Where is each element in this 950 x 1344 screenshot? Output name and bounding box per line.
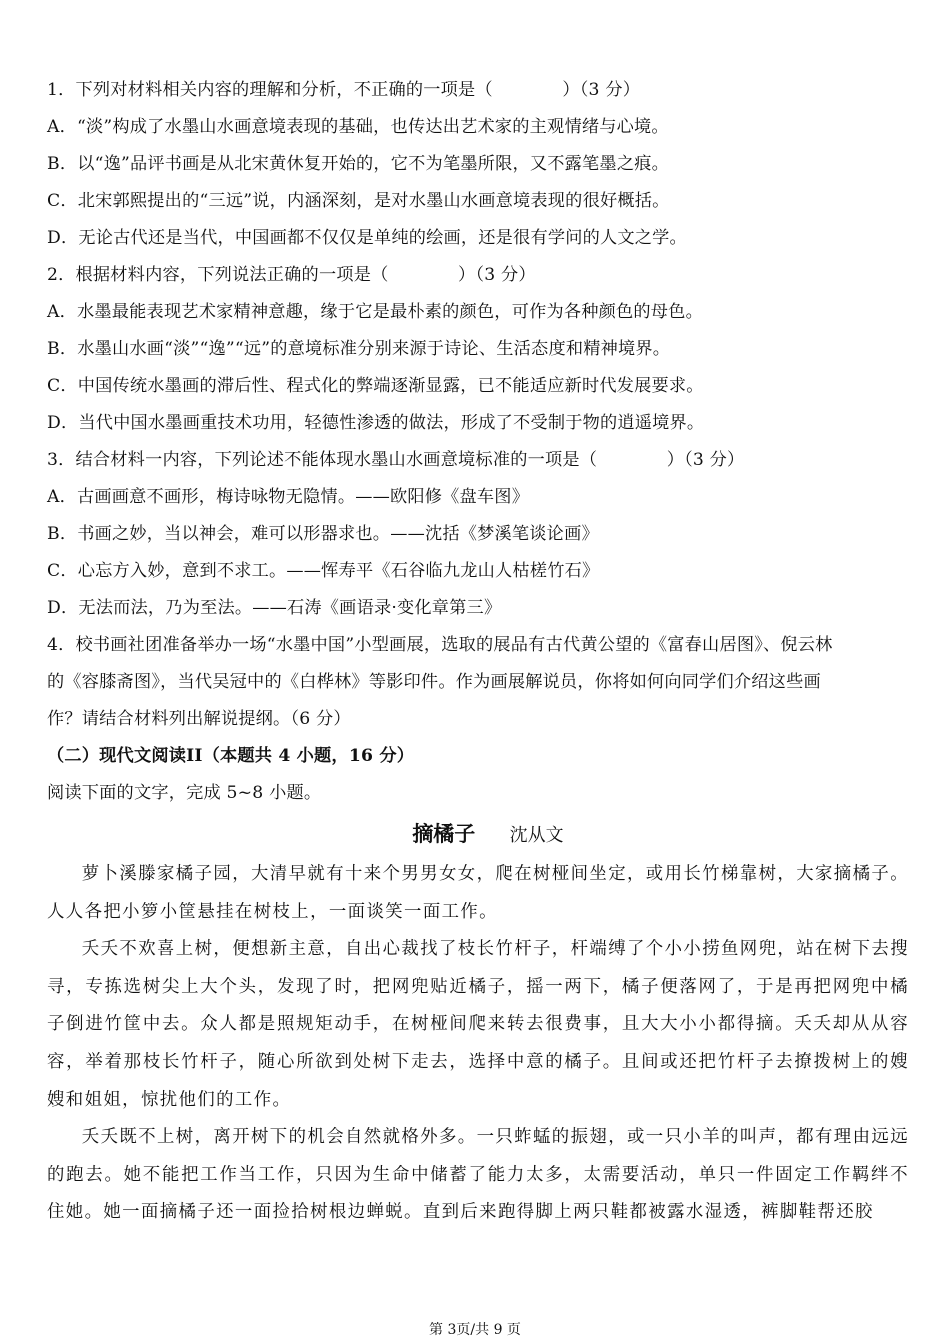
question-1-option-d: D．无论古代还是当代，中国画都不仅仅是单纯的绘画，还是很有学问的人文之学。 [47,228,687,248]
question-1-option-c: C．北宋郭熙提出的“三远”说，内涵深刻，是对水墨山水画意境表现的很好概括。 [47,191,670,211]
section-instruction: 阅读下面的文字，完成 5~8 小题。 [47,783,322,803]
question-3-option-d: D．无法而法，乃为至法。——石涛《画语录·变化章第三》 [47,598,502,618]
question-3-stem: 3．结合材料一内容，下列论述不能体现水墨山水画意境标准的一项是（ ）（3 分） [47,450,745,470]
article-paragraph-2: 夭夭不欢喜上树，便想新主意，自出心裁找了枝长竹杆子，杆端缚了个小小捞鱼网兜，站在树下去搜寻，专拣选树尖上大个头，发现了时，把网兜贴近橘子，摇一两下，橘子便落网了，于是再把网兜中橘子倒进竹筐中去。众人都是照规矩动手，在树桠间爬来转去很费事，且大大小小都得摘。夭夭却从从容容，举着那枝长竹杆子，随心所欲到处树下走去，选择中意的橘子。且间或还把竹杆子去撩拨树上的嫂嫂和姐姐，惊扰他们的工作。 [47,939,909,1110]
question-4-line-2: 的《容膝斋图》，当代吴冠中的《白桦林》等影印件。作为画展解说员，你将如何向同学们介绍这些画 [47,672,821,692]
question-3-option-a: A．古画画意不画形，梅诗咏物无隐情。——欧阳修《盘车图》 [47,487,530,507]
question-1-option-b: B．以“逸”品评书画是从北宋黄休复开始的，它不为笔墨所限，又不露笔墨之痕。 [47,154,669,174]
article-paragraph-3: 夭夭既不上树，离开树下的机会自然就格外多。一只蚱蜢的振翅，或一只小羊的叫声，都有理由远远的跑去。她不能把工作当工作，只因为生命中储蓄了能力太多，太需要活动，单只一件固定工作羁绊不住她。她一面摘橘子还一面捡拾树根边蝉蜕。直到后来跑得脚上两只鞋都被露水湿透，裤脚鞋帮还胶 [47,1127,909,1223]
question-3-option-c: C．心忘方入妙，意到不求工。——恽寿平《石谷临九龙山人枯槎竹石》 [47,561,600,581]
article-paragraph-1: 萝卜溪滕家橘子园，大清早就有十来个男男女女，爬在树桠间坐定，或用长竹梯靠树，大家摘橘子。人人各把小箩小筐悬挂在树枝上，一面谈笑一面工作。 [47,864,909,922]
exam-page [47,72,909,1232]
question-2-option-d: D．当代中国水墨画重技术功用，轻德性渗透的做法，形成了不受制于物的逍遥境界。 [47,413,705,433]
question-2-option-c: C．中国传统水墨画的滞后性、程式化的弊端逐渐显露，已不能适应新时代发展要求。 [47,376,704,396]
question-4-line-1: 4．校书画社团准备举办一场“水墨中国”小型画展，选取的展品有古代黄公望的《富春山居图》、倪云林 [47,635,833,655]
article-author: 沈从文 [509,825,564,846]
question-2-option-b: B．水墨山水画“淡”“逸”“远”的意境标准分别来源于诗论、生活态度和精神境界。 [47,339,671,359]
page-number: 第 3页/共 9 页 [429,1322,521,1338]
question-3-option-b: B．书画之妙，当以神会，难可以形器求也。——沈括《梦溪笔谈论画》 [47,524,599,544]
article-body [47,856,909,1232]
question-2-stem: 2．根据材料内容，下列说法正确的一项是（ ）（3 分） [47,265,536,285]
question-1-option-a: A．“淡”构成了水墨山水画意境表现的基础，也传达出艺术家的主观情绪与心境。 [47,117,669,137]
article-header [47,812,909,856]
section-heading: （二）现代文阅读II（本题共 4 小题，16 分） [47,746,415,766]
question-1-stem: 1．下列对材料相关内容的理解和分析，不正确的一项是（ ）（3 分） [47,80,641,100]
article-title: 摘橘子 [412,821,476,846]
question-4-line-3: 作？请结合材料列出解说提纲。（6 分） [47,709,351,729]
question-2-option-a: A．水墨最能表现艺术家精神意趣，缘于它是最朴素的颜色，可作为各种颜色的母色。 [47,302,703,322]
